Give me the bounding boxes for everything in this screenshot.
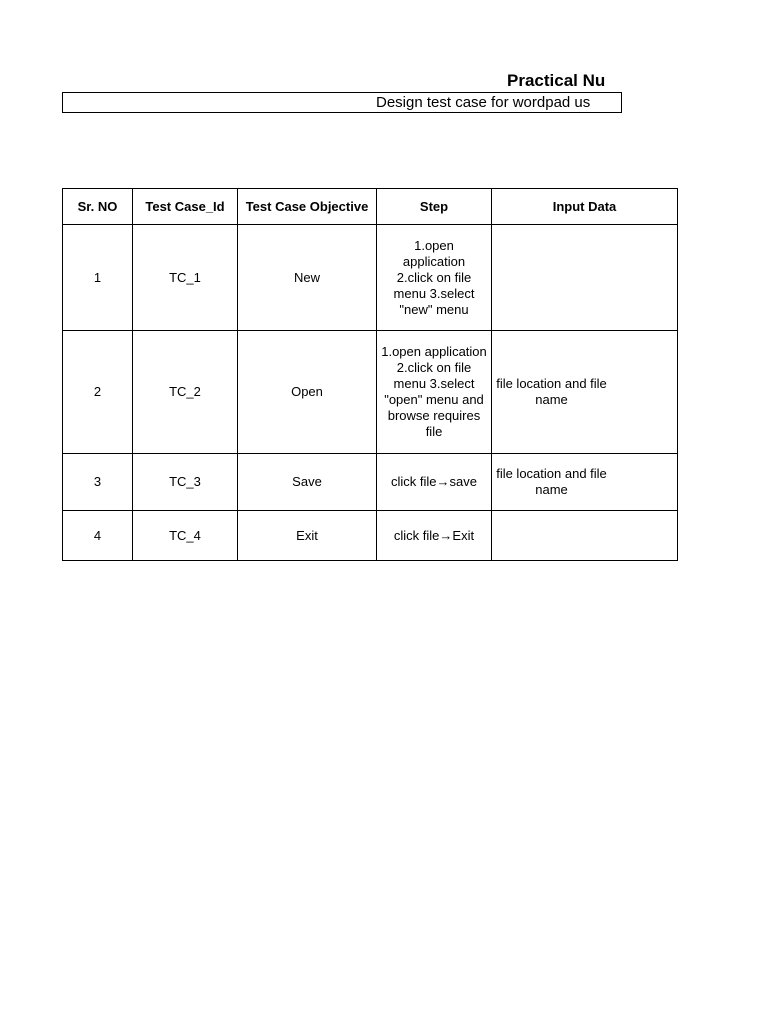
cell-objective: Exit: [238, 511, 377, 561]
test-case-table: [62, 188, 678, 561]
page-title: Practical Nu: [507, 71, 606, 90]
step-text: 1.open application 2.click on file menu 3.select "new" menu: [393, 237, 475, 317]
page-subtitle: Design test case for wordpad us: [376, 94, 591, 111]
cell-objective: Open: [238, 331, 377, 454]
step-text: click file→save: [391, 474, 477, 489]
table-header-row: [63, 189, 678, 225]
header-sr-no: Sr. NO: [63, 189, 133, 225]
table-row: [63, 225, 678, 331]
cell-step: [377, 225, 492, 331]
cell-test-case-id: TC_2: [133, 331, 238, 454]
step-text: 1.open application 2.click on file menu 3.select "open" menu and browse requires file: [381, 344, 487, 439]
table-row: [63, 331, 678, 454]
header-step: Step: [377, 189, 492, 225]
cell-step: [377, 331, 492, 454]
table-row: [63, 511, 678, 561]
header-test-case-objective: Test Case Objective: [238, 189, 377, 225]
cell-sr-no: 2: [63, 331, 133, 454]
cell-input-data: [492, 511, 678, 561]
cell-test-case-id: TC_3: [133, 454, 238, 511]
cell-input-data: [492, 454, 678, 511]
cell-objective: Save: [238, 454, 377, 511]
step-text: click file→Exit: [393, 527, 475, 543]
cell-sr-no: 1: [63, 225, 133, 331]
cell-step: [377, 454, 492, 511]
cell-sr-no: 4: [63, 511, 133, 561]
cell-input-data: [492, 331, 678, 454]
cell-test-case-id: TC_1: [133, 225, 238, 331]
cell-test-case-id: TC_4: [133, 511, 238, 561]
cell-sr-no: 3: [63, 454, 133, 511]
header-test-case-id: Test Case_Id: [133, 189, 238, 225]
input-text: file location and file name: [496, 466, 607, 497]
cell-step: [377, 511, 492, 561]
header-input-data: Input Data: [492, 189, 678, 225]
cell-objective: New: [238, 225, 377, 331]
cell-input-data: [492, 225, 678, 331]
input-text: file location and file name: [496, 376, 607, 407]
table-row: [63, 454, 678, 511]
